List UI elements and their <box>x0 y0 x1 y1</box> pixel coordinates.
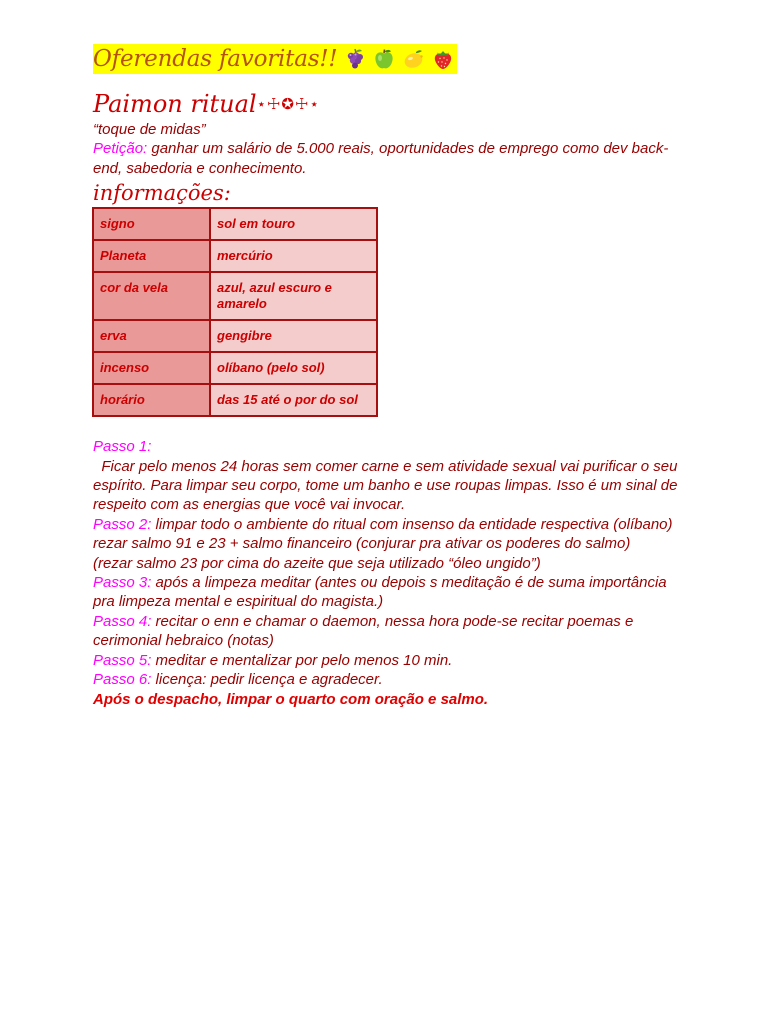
table-row <box>93 208 377 240</box>
table-row <box>93 384 377 416</box>
info-key-signo: signo <box>93 208 210 240</box>
step-2 <box>93 515 683 554</box>
table-row <box>93 272 377 320</box>
info-value-cor-da-vela: azul, azul escuro e amarelo <box>210 272 377 320</box>
page-title: Oferendas favoritas!! <box>93 46 338 72</box>
table-row <box>93 240 377 272</box>
title-banner <box>93 44 457 74</box>
step-3 <box>93 573 683 612</box>
info-value-signo: sol em touro <box>210 208 377 240</box>
ritual-steps <box>93 437 683 709</box>
green-apple-icon <box>372 47 396 71</box>
info-value-erva: gengibre <box>210 320 377 352</box>
step-6-text: licença: pedir licença e agradecer. <box>151 671 383 689</box>
step-3-label: Passo 3: <box>93 574 152 592</box>
ritual-quote: “toque de midas” <box>93 121 206 138</box>
table-row <box>93 320 377 352</box>
step-2-label: Passo 2: <box>93 515 152 533</box>
step-1-label: Passo 1: <box>93 438 152 456</box>
step-2-text: limpar todo o ambiente do ritual com insenso da entidade respectiva (olíbano) rezar salmo 91 e 23 + salmo financeiro (conjurar pra ativar os poderes do salmo) <box>93 515 673 553</box>
info-value-incenso: olíbano (pelo sol) <box>210 352 377 384</box>
petition-text: ganhar um salário de 5.000 reais, oportunidades de emprego como dev back-end, sabedoria e conhecimento. <box>93 140 669 177</box>
info-table <box>92 207 378 417</box>
ritual-heading-text: Paimon ritual <box>93 90 257 118</box>
document-page <box>93 44 683 709</box>
petition-paragraph <box>93 139 683 178</box>
step-5-text: meditar e mentalizar por pelo menos 10 min. <box>151 651 453 669</box>
lemon-icon <box>402 47 426 71</box>
strawberry-icon <box>431 47 455 71</box>
grapes-icon <box>343 47 367 71</box>
info-value-planeta: mercúrio <box>210 240 377 272</box>
table-row <box>93 352 377 384</box>
info-key-horario: horário <box>93 384 210 416</box>
info-key-incenso: incenso <box>93 352 210 384</box>
step-4-label: Passo 4: <box>93 612 152 630</box>
step-6 <box>93 670 683 689</box>
step-3-text: após a limpeza meditar (antes ou depois s meditação é de suma importância pra limpeza mental e espiritual do magista.) <box>93 574 667 611</box>
info-key-erva: erva <box>93 320 210 352</box>
step-4 <box>93 612 683 651</box>
step-5-label: Passo 5: <box>93 651 152 669</box>
step-2-note: (rezar salmo 23 por cima do azeite que seja utilizado “óleo ungido”) <box>93 554 541 572</box>
ritual-intro <box>93 120 683 178</box>
petition-label: Petição: <box>93 140 148 158</box>
ritual-heading-symbols: ⋆☩✪☩⋆ <box>256 95 320 113</box>
info-heading: informações: <box>93 181 231 206</box>
ritual-heading <box>93 88 683 120</box>
closing-instruction: Após o despacho, limpar o quarto com oração e salmo. <box>93 690 489 708</box>
info-key-cor-da-vela: cor da vela <box>93 272 210 320</box>
step-1-text <box>93 457 683 515</box>
step-5 <box>93 651 683 670</box>
step-6-label: Passo 6: <box>93 671 152 689</box>
info-value-horario: das 15 até o por do sol <box>210 384 377 416</box>
step-4-text: recitar o enn e chamar o daemon, nessa hora pode-se recitar poemas e cerimonial hebraico (notas) <box>93 612 634 650</box>
info-key-planeta: Planeta <box>93 240 210 272</box>
step-1-body: Ficar pelo menos 24 horas sem comer carne e sem atividade sexual vai purificar o seu espírito. Para limpar seu corpo, tome um banho e use roupas limpas. Isso é um sinal de respeito com as energias que você vai invocar. <box>93 457 678 514</box>
